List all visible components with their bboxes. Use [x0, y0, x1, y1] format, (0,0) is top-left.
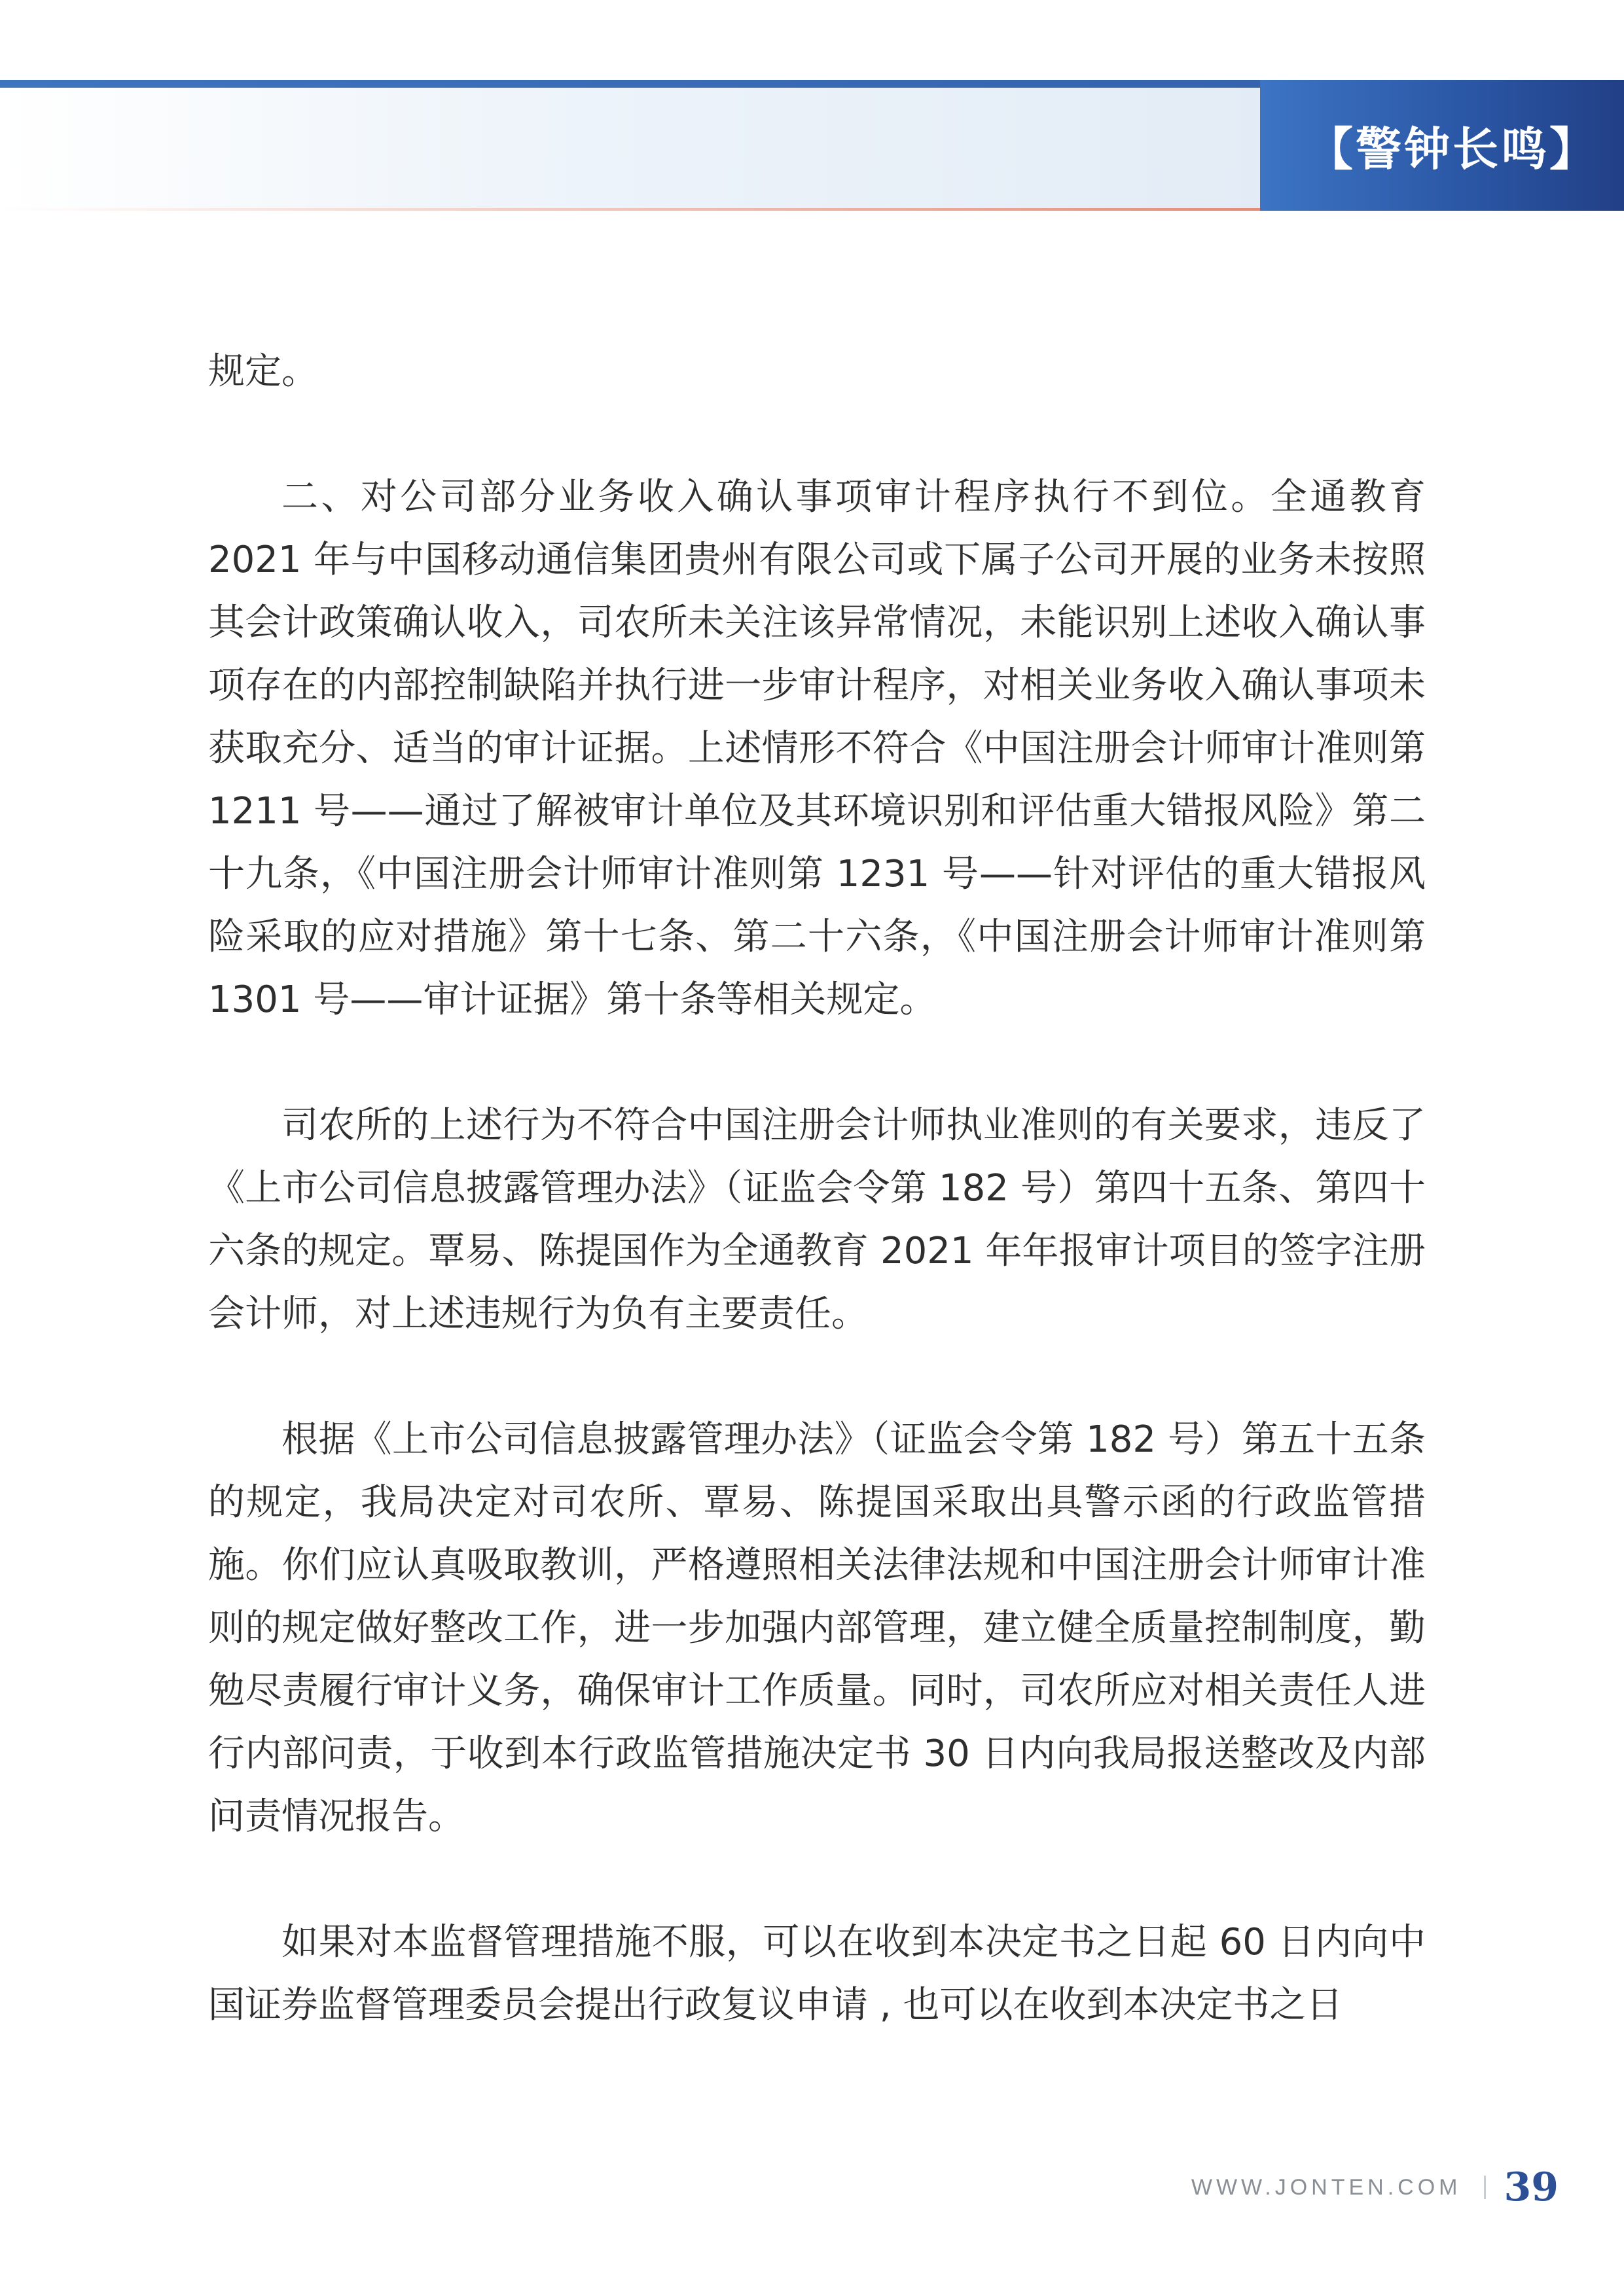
- header-underline: [0, 208, 1260, 211]
- paragraph-appeal: 如果对本监督管理措施不服，可以在收到本决定书之日起 60 日内向中国证券监督管理委员会提出行政复议申请 , 也可以在收到本决定书之日: [208, 1921, 1426, 2026]
- header-top-rule: [0, 80, 1260, 88]
- paragraph-item-two: 二、对公司部分业务收入确认事项审计程序执行不到位。全通教育 2021 年与中国移动通信集团贵州有限公司或下属子公司开展的业务未按照其会计政策确认收入，司农所未关注该异常情况，未能识别上述收入确认事项存在的内部控制缺陷并执行进一步审计程序，对相关业务收入确认事项未获取充分、适当的审计证据。上述情形不符合《中国注册会计师审计准则第 1211 号——通过了解被审计单位及其环境识别和评估重大错报风险》第二十九条，《中国注册会计师审计准则第 1231 号——针对评估的重大错报风险采取的应对措施》第十七条、第二十六条，《中国注册会计师审计准则第 1301 号——审计证据》第十条等相关规定。: [208, 476, 1426, 1021]
- website-url: WWW.JONTEN.COM: [1191, 2174, 1462, 2200]
- section-tag: 【警钟长鸣】: [1307, 121, 1598, 176]
- header-band: [0, 88, 1260, 208]
- body-text: [208, 340, 1426, 2037]
- paragraph-continuation: 规定。: [208, 350, 318, 393]
- page-footer: [1191, 2160, 1559, 2215]
- page-number: 39: [1504, 2164, 1559, 2210]
- footer-divider: [1484, 2176, 1486, 2199]
- paragraph-decision: 根据《上市公司信息披露管理办法》（证监会令第 182 号）第五十五条的规定，我局决定对司农所、覃易、陈提国采取出具警示函的行政监管措施。你们应认真吸取教训，严格遵照相关法律法规和中国注册会计师审计准则的规定做好整改工作，进一步加强内部管理，建立健全质量控制制度，勤勉尽责履行审计义务，确保审计工作质量。同时，司农所应对相关责任人进行内部问责，于收到本行政监管措施决定书 30 日内向我局报送整改及内部问责情况报告。: [208, 1418, 1426, 1838]
- paragraph-violation: 司农所的上述行为不符合中国注册会计师执业准则的有关要求，违反了《上市公司信息披露管理办法》（证监会令第 182 号）第四十五条、第四十六条的规定。覃易、陈提国作为全通教育 2021 年年报审计项目的签字注册会计师，对上述违规行为负有主要责任。: [208, 1104, 1426, 1335]
- section-tag-box: [1260, 80, 1624, 211]
